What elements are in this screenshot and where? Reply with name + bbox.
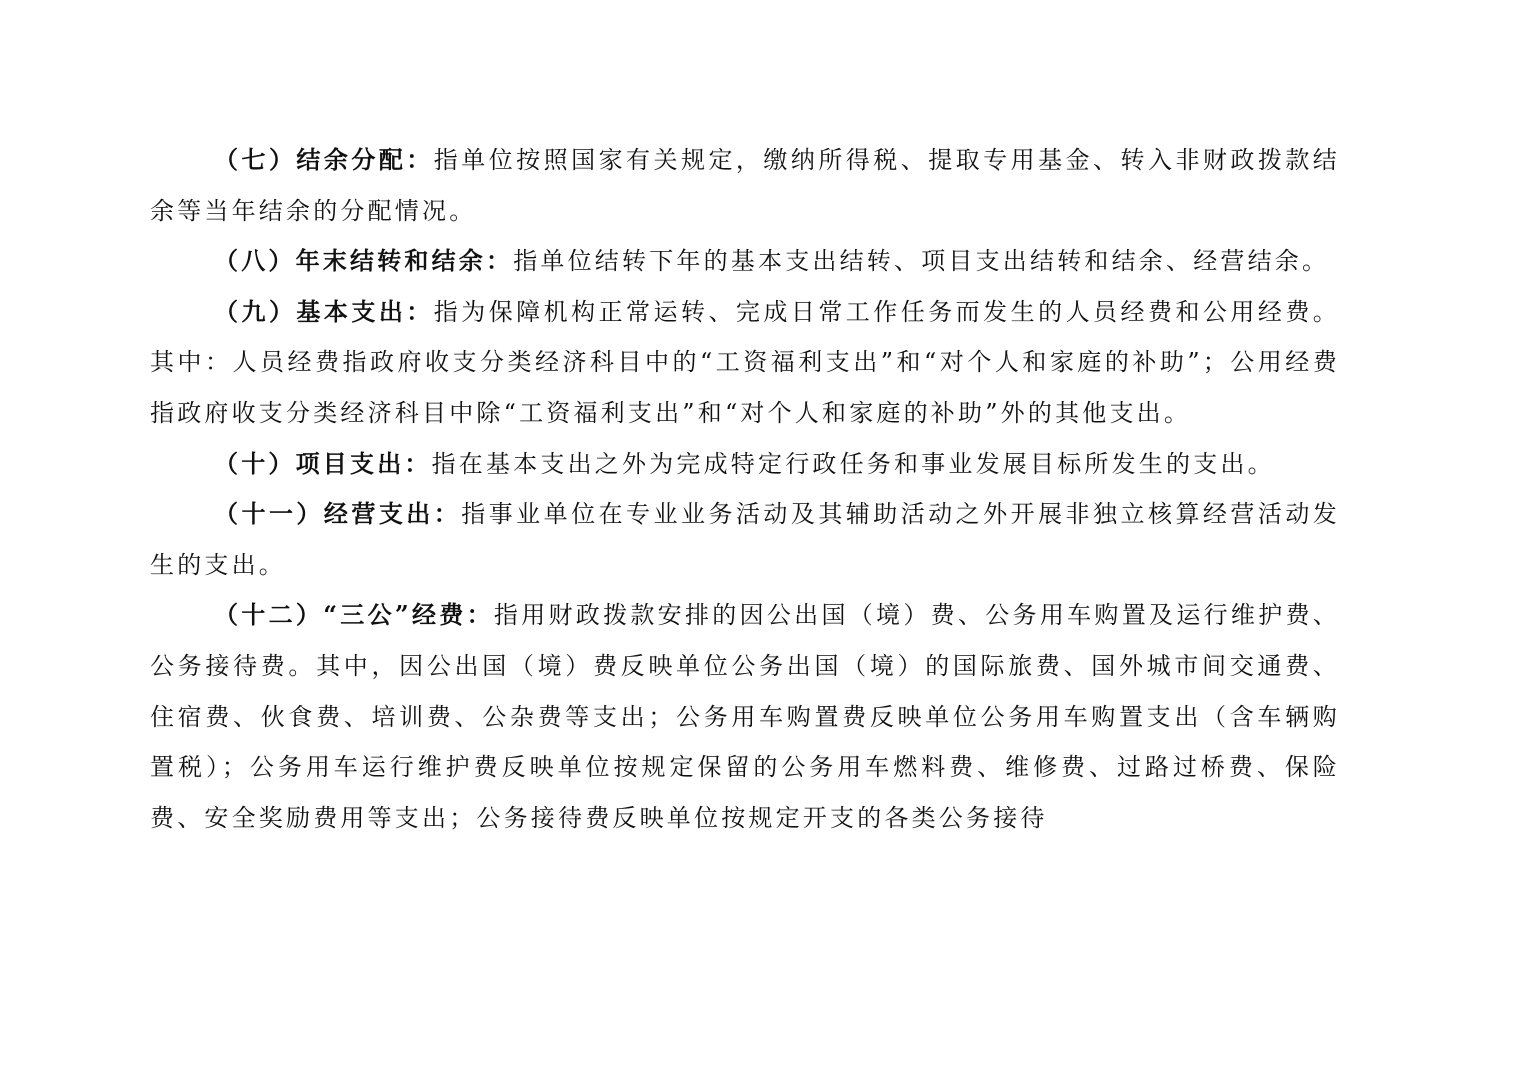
paragraph-three-public-expenses bbox=[150, 590, 1340, 843]
term-heading: （十）项目支出： bbox=[214, 448, 432, 478]
paragraph-operating-expenditure bbox=[150, 489, 1340, 590]
paragraph-project-expenditure bbox=[150, 439, 1340, 490]
paragraph-balance-distribution bbox=[150, 135, 1340, 236]
term-definition: 指单位按照国家有关规定，缴纳所得税、提取专用基金、转入非财政拨款结余等当年结余的分配情况。 bbox=[150, 146, 1340, 225]
term-definition: 指事业单位在专业业务活动及其辅助活动之外开展非独立核算经营活动发生的支出。 bbox=[150, 500, 1340, 579]
term-heading: （十一）经营支出： bbox=[214, 499, 462, 529]
term-heading: （九）基本支出： bbox=[214, 296, 434, 326]
term-definition: 指用财政拨款安排的因公出国（境）费、公务用车购置及运行维护费、公务接待费。其中，因公出国（境）费反映单位公务出国（境）的国际旅费、国外城市间交通费、住宿费、伙食费、培训费、公杂费等支出；公务用车购置费反映单位公务用车购置支出（含车辆购置税）；公务用车运行维护费反映单位按规定保留的公务用车燃料费、维修费、过路过桥费、保险费、安全奖励费用等支出；公务接待费反映单位按规定开支的各类公务接待 bbox=[150, 601, 1341, 832]
term-definition: 指在基本支出之外为完成特定行政任务和事业发展目标所发生的支出。 bbox=[431, 449, 1275, 478]
term-definition: 指单位结转下年的基本支出结转、项目支出结转和结余、经营结余。 bbox=[513, 247, 1330, 276]
document-body bbox=[150, 135, 1340, 843]
term-definition: 指为保障机构正常运转、完成日常工作任务而发生的人员经费和公用经费。其中：人员经费指政府收支分类经济科目中的“工资福利支出”和“对个人和家庭的补助”；公用经费指政府收支分类经济科目中除“工资福利支出”和“对个人和家庭的补助”外的其他支出。 bbox=[150, 297, 1340, 427]
paragraph-basic-expenditure bbox=[150, 287, 1340, 439]
term-heading: （八）年末结转和结余： bbox=[214, 246, 514, 276]
paragraph-year-end-carryover bbox=[150, 236, 1340, 287]
term-heading: （十二）“三公”经费： bbox=[214, 600, 494, 630]
term-heading: （七）结余分配： bbox=[214, 145, 434, 174]
